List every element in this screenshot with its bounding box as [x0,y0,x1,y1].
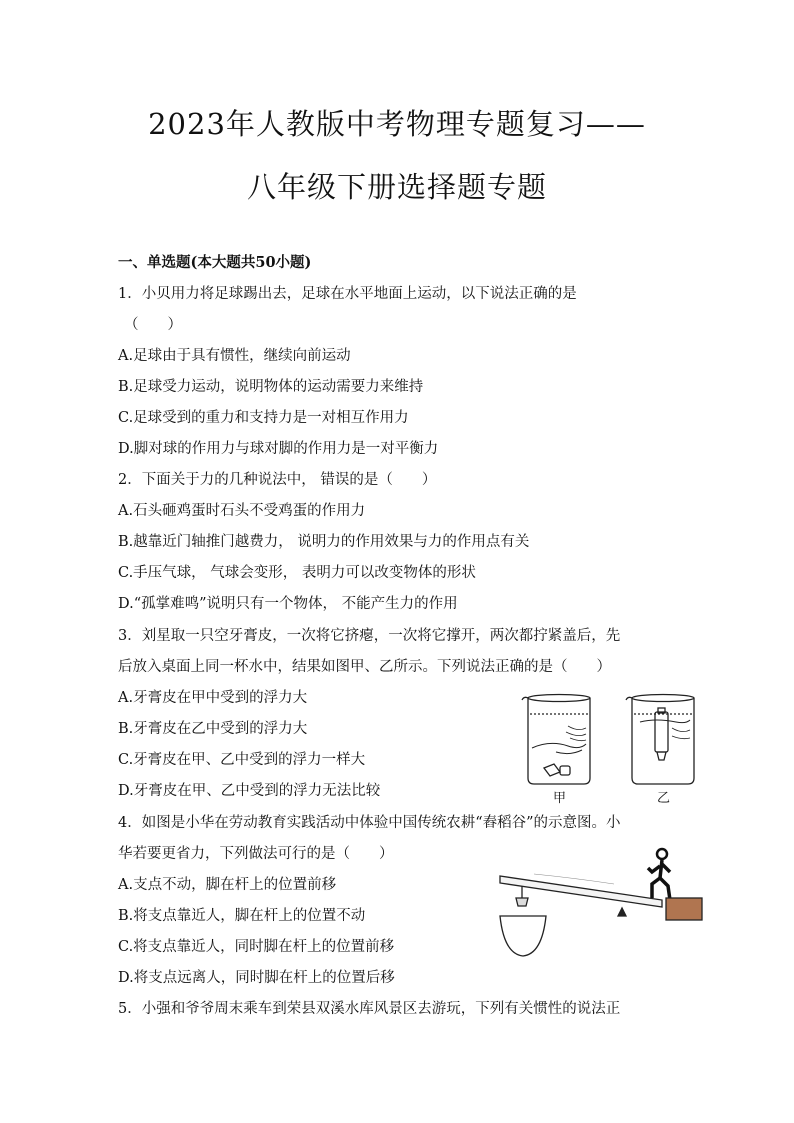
expanded-tube-icon [655,708,668,760]
question-3-option-a: A.牙膏皮在甲中受到的浮力大 [118,690,308,706]
question-3-stem: 3．刘星取一只空牙膏皮，一次将它挤瘪，一次将它撑开，两次都拧紧盖后，先 [118,628,621,644]
question-3-option-b: B.牙膏皮在乙中受到的浮力大 [118,721,308,737]
question-3-option-d: D.牙膏皮在甲、乙中受到的浮力无法比较 [118,783,381,799]
beaker-jia-label: 甲 [553,791,567,806]
question-4-stem: 4．如图是小华在劳动教育实践活动中体验中国传统农耕“舂稻谷”的示意图。小 [118,815,621,831]
question-4-option-a: A.支点不动，脚在杆上的位置前移 [118,877,337,893]
beakers-figure [516,692,706,808]
question-1-option-b: B.足球受力运动，说明物体的运动需要力来维持 [118,379,424,395]
fulcrum-icon [618,908,626,916]
question-2-stem: 2．下面关于力的几种说法中， 错误的是（ ） [118,472,437,488]
question-1-option-d: D.脚对球的作用力与球对脚的作用力是一对平衡力 [118,441,439,457]
question-2-option-d: D.“孤掌难鸣”说明只有一个物体， 不能产生力的作用 [118,596,458,612]
lever-figure [494,846,706,962]
question-1-option-a: A.足球由于具有惯性，继续向前运动 [118,348,351,364]
squeezed-tube-icon [544,764,570,776]
question-3-option-c: C.牙膏皮在甲、乙中受到的浮力一样大 [118,752,366,768]
question-2-option-c: C.手压气球， 气球会变形， 表明力可以改变物体的形状 [118,565,476,581]
question-1-stem-cont: （ ） [124,317,182,333]
page-title-line-2: 八年级下册选择题专题 [246,170,547,204]
beaker-yi [626,695,694,785]
platform-block [666,898,702,920]
question-2-option-b: B.越靠近门轴推门越费力， 说明力的作用效果与力的作用点有关 [118,534,530,550]
question-4-option-b: B.将支点靠近人，脚在杆上的位置不动 [118,908,366,924]
question-4-stem-cont: 华若要更省力，下列做法可行的是（ ） [118,846,394,862]
question-3-stem-cont: 后放入桌面上同一杯水中，结果如图甲、乙所示。下列说法正确的是（ ） [118,659,611,675]
beaker-yi-label: 乙 [657,791,671,806]
question-4-option-c: C.将支点靠近人，同时脚在杆上的位置前移 [118,939,395,955]
person-icon [648,849,670,900]
question-5-stem: 5．小强和爷爷周末乘车到荣县双溪水库风景区去游玩，下列有关惯性的说法正 [118,1001,621,1017]
beaker-jia [522,695,590,785]
question-1-option-c: C.足球受到的重力和支持力是一对相互作用力 [118,410,409,426]
question-4-option-d: D.将支点远离人，同时脚在杆上的位置后移 [118,970,395,986]
question-1-stem: 1．小贝用力将足球踢出去，足球在水平地面上运动，以下说法正确的是 [118,286,577,302]
section-heading: 一、单选题(本大题共50小题) [118,254,312,271]
question-2-option-a: A.石头砸鸡蛋时石头不受鸡蛋的作用力 [118,503,366,519]
mortar-bowl-icon [500,916,546,956]
page-title-line-1: 2023年人教版中考物理专题复习—— [148,107,646,141]
